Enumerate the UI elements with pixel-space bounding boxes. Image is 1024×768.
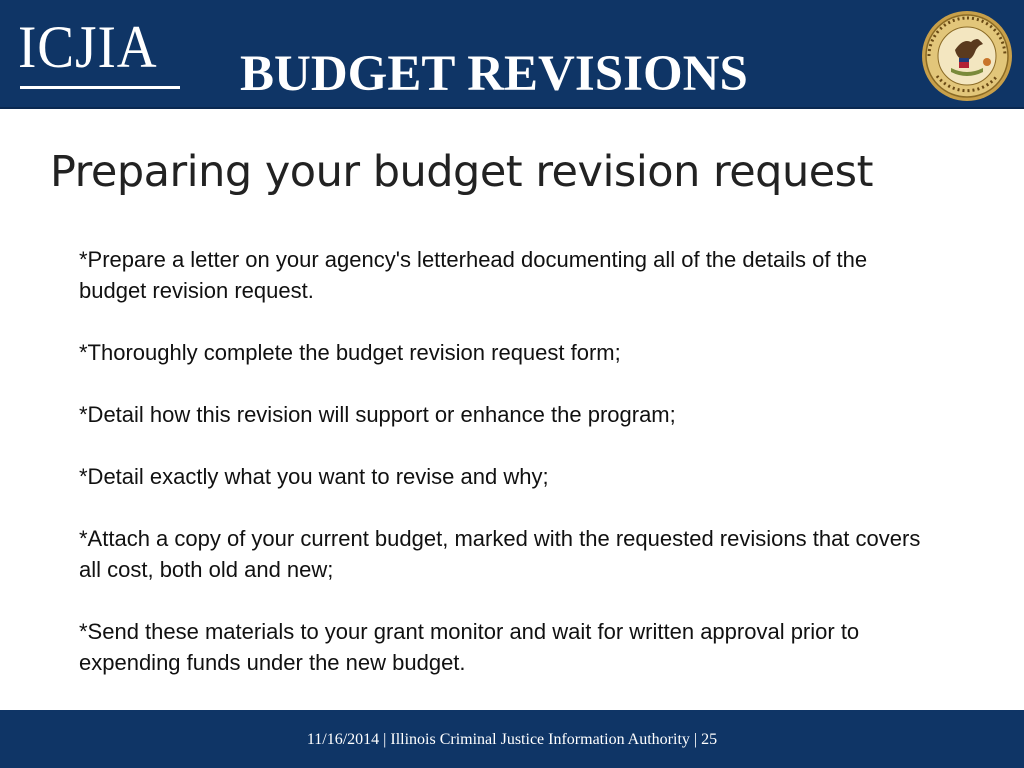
footer-date: 11/16/2014	[306, 731, 380, 748]
header-title: BUDGET REVISIONS	[240, 46, 748, 102]
footer-separator: |	[689, 731, 702, 748]
illinois-state-seal-icon	[921, 10, 1013, 102]
instruction-paragraph: *Detail how this revision will support or enhance the program;	[79, 402, 676, 427]
slide-title: Preparing your budget revision request	[50, 147, 873, 197]
instruction-paragraph: *Thoroughly complete the budget revision request form;	[79, 340, 621, 365]
footer-separator: |	[379, 731, 391, 748]
header-bar	[0, 0, 1024, 109]
instruction-paragraph: *Prepare a letter on your agency's letterhead documenting all of the details of the budget revision request.	[79, 247, 868, 303]
footer-organization: Illinois Criminal Justice Information Authority	[390, 731, 690, 748]
instruction-paragraph: *Send these materials to your grant monitor and wait for written approval prior to expending funds under the new budget.	[79, 619, 860, 675]
icjia-logo: ICJIA	[18, 14, 158, 80]
footer-text	[0, 730, 1024, 750]
logo-underline	[20, 86, 180, 89]
instruction-paragraph: *Detail exactly what you want to revise and why;	[79, 464, 549, 489]
footer-page-number: 25	[701, 731, 718, 748]
footer-bar	[0, 710, 1024, 768]
instructions-list	[79, 244, 939, 709]
instruction-paragraph: *Attach a copy of your current budget, marked with the requested revisions that covers all cost, both old and new;	[79, 526, 921, 582]
